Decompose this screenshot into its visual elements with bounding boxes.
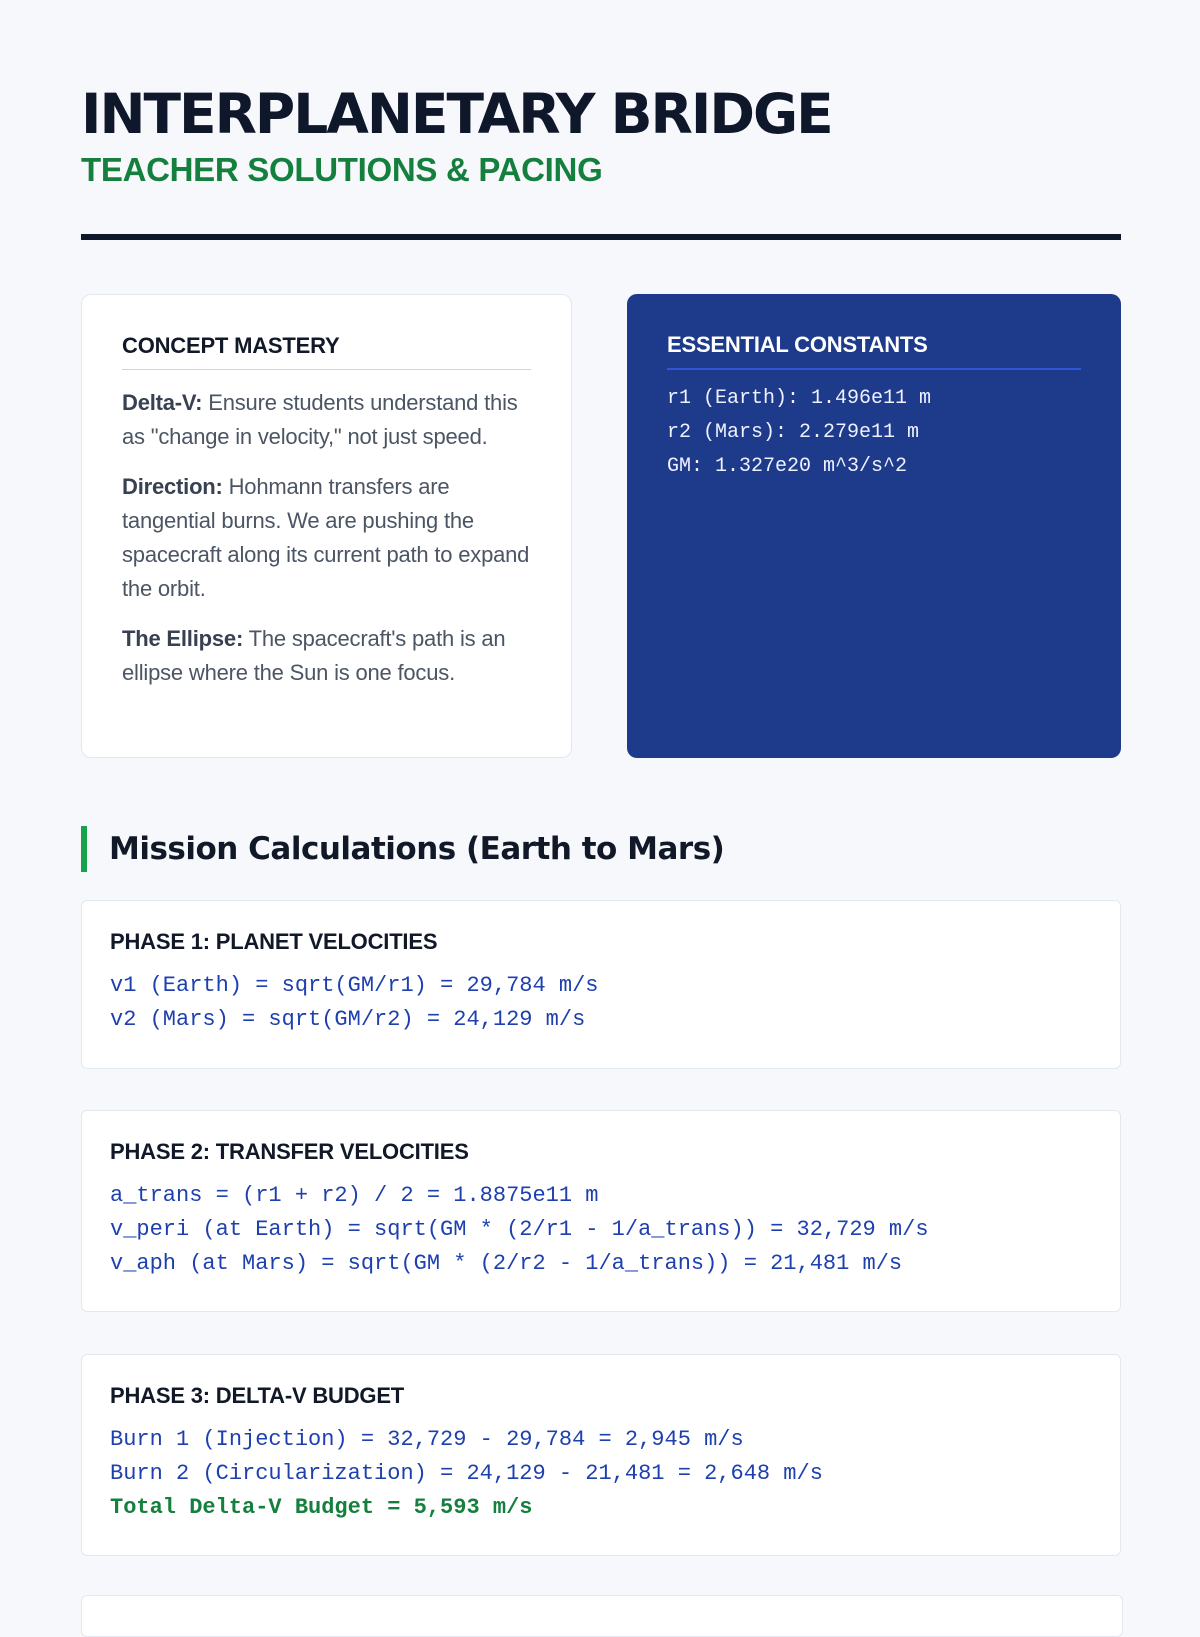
- header-divider: [81, 234, 1121, 240]
- calc-line: a_trans = (r1 + r2) / 2 = 1.8875e11 m: [110, 1183, 599, 1208]
- concept-text: Hohmann transfers are tangential burns. We are pushing the spacecraft along its current path to expand the orbit.: [122, 474, 530, 601]
- constant-line: r2 (Mars): 2.279e11 m: [667, 421, 920, 444]
- concept-mastery-heading: CONCEPT MASTERY: [122, 333, 531, 370]
- total-delta-v-line: Total Delta-V Budget = 5,593 m/s: [110, 1495, 533, 1520]
- concept-item: [122, 386, 531, 454]
- calc-line: Burn 2 (Circularization) = 24,129 - 21,481 = 2,648 m/s: [110, 1461, 823, 1486]
- page-title: INTERPLANETARY BRIDGE: [81, 82, 832, 146]
- phase-card-2: [81, 1110, 1121, 1312]
- concept-item: [122, 470, 531, 606]
- calc-line: v_aph (at Mars) = sqrt(GM * (2/r2 - 1/a_trans)) = 21,481 m/s: [110, 1251, 903, 1276]
- constants-list: [667, 382, 1081, 484]
- concept-text: Ensure students understand this as "change in velocity," not just speed.: [122, 390, 518, 449]
- concept-text: The spacecraft's path is an ellipse where the Sun is one focus.: [122, 626, 506, 685]
- calc-line: v2 (Mars) = sqrt(GM/r2) = 24,129 m/s: [110, 1007, 586, 1032]
- next-card-edge: [81, 1595, 1123, 1637]
- concept-term: Delta-V:: [122, 390, 203, 415]
- phase-card-1: [81, 900, 1121, 1069]
- concept-mastery-card: [81, 294, 572, 758]
- concept-term: The Ellipse:: [122, 626, 244, 651]
- mission-calculations-heading: Mission Calculations (Earth to Mars): [81, 826, 724, 872]
- phase-title: PHASE 3: DELTA-V BUDGET: [110, 1383, 405, 1408]
- calc-line: Burn 1 (Injection) = 32,729 - 29,784 = 2,945 m/s: [110, 1427, 744, 1452]
- concept-item: [122, 622, 531, 690]
- calc-line: v_peri (at Earth) = sqrt(GM * (2/r1 - 1/a_trans)) = 32,729 m/s: [110, 1217, 929, 1242]
- phase-card-3: [81, 1354, 1121, 1556]
- essential-constants-heading: ESSENTIAL CONSTANTS: [667, 332, 1081, 370]
- phase-title: PHASE 2: TRANSFER VELOCITIES: [110, 1139, 469, 1164]
- page-subtitle: TEACHER SOLUTIONS & PACING: [81, 151, 603, 188]
- concept-term: Direction:: [122, 474, 223, 499]
- calc-line: v1 (Earth) = sqrt(GM/r1) = 29,784 m/s: [110, 973, 599, 998]
- constant-line: r1 (Earth): 1.496e11 m: [667, 387, 932, 410]
- constant-line: GM: 1.327e20 m^3/s^2: [667, 455, 908, 478]
- essential-constants-card: [627, 294, 1121, 758]
- phase-title: PHASE 1: PLANET VELOCITIES: [110, 929, 438, 954]
